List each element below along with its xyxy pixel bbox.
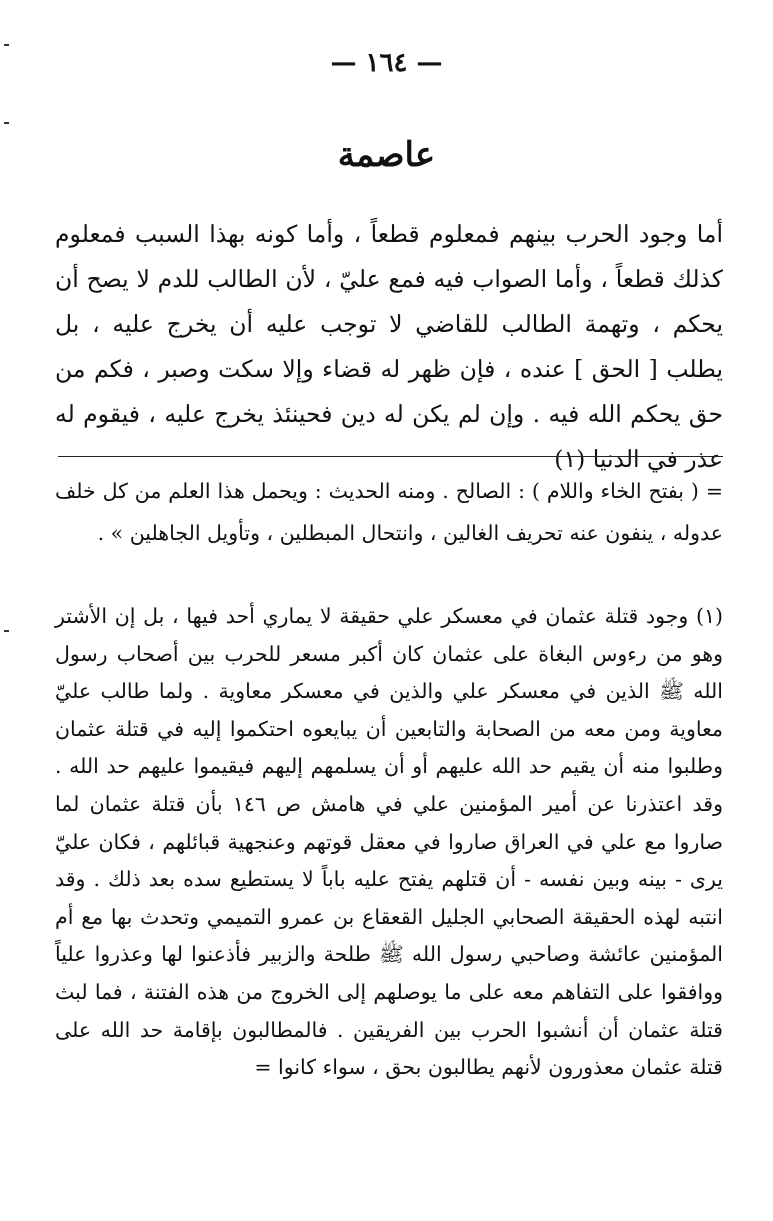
main-paragraph: أما وجود الحرب بينهم فمعلوم قطعاً ، وأما كونه بهذا السبب فمعلوم كذلك قطعاً ، وأما الصواب فيه فمع عليّ ، لأن الطالب للدم لا يصح أن يحكم ، وتهمة الطالب للقاضي لا توجب عليه أن يخرج عليه ، بل يطلب [ الحق ] عنده ، فإن ظهر له قضاء وإلا سكت وصبر ، فكم من حق يحكم الله فيه . وإن لم يكن له دين فحينئذ يخرج عليه ، فيقوم له عذر في الدنيا (١) (55, 220, 723, 473)
page-number: — ١٦٤ — (330, 48, 443, 78)
footnote-continuation-text: = ( بفتح الخاء واللام ) : الصالح . ومنه الحديث : ويحمل هذا العلم من كل خلف عدوله ، ينفون عنه تحريف الغالين ، وانتحال المبطلين ، وتأويل الجاهلين » . (55, 479, 723, 545)
section-title: عاصمة (337, 135, 436, 175)
footnote-continuation (55, 470, 723, 554)
footnote-1 (55, 598, 723, 1087)
footnote-1-text: (١) وجود قتلة عثمان في معسكر علي حقيقة لا يماري أحد فيها ، بل إن الأشتر وهو من رءوس البغاة على عثمان كان أكبر مسعر للحرب بين أصحاب رسول الله ﷺ الذين في معسكر علي والذين في معسكر معاوية . ولما طالب عليّ معاوية ومن معه من الصحابة والتابعين أن يبايعوه احتكموا إليه في قتلة عثمان وطلبوا منه أن يقيم حد الله عليهم أو أن يسلمهم إليهم فيقيموا عليهم حد الله . وقد اعتذرنا عن أمير المؤمنين علي في هامش ص ١٤٦ بأن قتلة عثمان لما صاروا مع علي في العراق صاروا في معقل قوتهم وعنجهية قبائلهم ، فكان عليّ يرى - بينه وبين نفسه - أن قتلهم يفتح عليه باباً لا يستطيع سده بعد ذلك . وقد انتبه لهذه الحقيقة الصحابي الجليل القعقاع بن عمرو التميمي وتحدث بها مع أم المؤمنين عائشة وصاحبي رسول الله ﷺ طلحة والزبير فأذعنوا لها وعذروا علياً ووافقوا على التفاهم معه على ما يوصلهم إلى الخروج من هذه الفتنة ، فما لبث قتلة عثمان أن أنشبوا الحرب بين الفريقين . فالمطالبون بإقامة حد الله على قتلة عثمان معذورون لأنهم يطالبون بحق ، سواء كانوا = (55, 604, 724, 1080)
scan-margin-mark (4, 44, 9, 46)
footnote-divider (58, 456, 723, 457)
scan-margin-mark (4, 630, 9, 632)
main-text (55, 212, 723, 482)
scan-margin-mark (4, 122, 9, 124)
